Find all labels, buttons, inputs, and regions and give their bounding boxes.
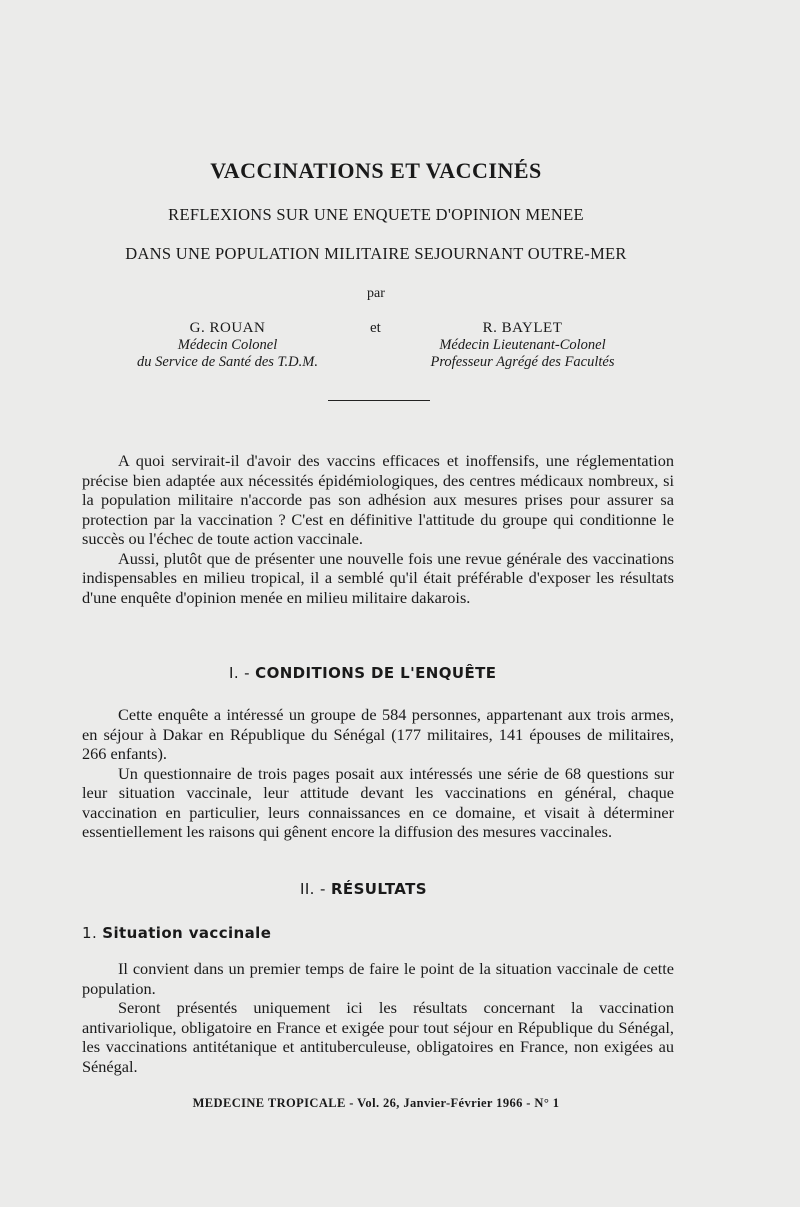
paragraph: Aussi, plutôt que de présenter une nouvelle fois une revue générale des vaccinations indispensables en milieu tropical, il a semblé qu'il était préférable d'exposer les résultats d'une enquête d'opinion menée en milieu militaire dakarois. bbox=[82, 548, 674, 607]
journal-footer: MEDECINE TROPICALE - Vol. 26, Janvier-Février 1966 - N° 1 bbox=[192, 1096, 560, 1110]
section-conditions-body bbox=[82, 705, 674, 842]
section-title: CONDITIONS DE L'ENQUÊTE bbox=[255, 664, 497, 682]
paragraph: Un questionnaire de trois pages posait aux intéressés une série de 68 questions sur leur situation vaccinale, leur attitude devant les vaccinations en général, chaque vaccination en particulier, leurs connaissances en ce domaine, et visait à déterminer essentiellement les raisons qui gênent encore la diffusion des mesures vaccinales. bbox=[82, 763, 674, 841]
author-affiliation: Professeur Agrégé des Facultés bbox=[430, 354, 615, 370]
paragraph: Il convient dans un premier temps de faire le point de la situation vaccinale de cette population. bbox=[82, 959, 674, 998]
subsection-situation-body bbox=[82, 959, 674, 1076]
section-heading-conditions bbox=[229, 664, 496, 682]
article-title: VACCINATIONS ET VACCINÉS bbox=[210, 158, 542, 183]
author-name: G. ROUAN bbox=[189, 320, 266, 336]
subsection-number: 1. bbox=[82, 924, 98, 942]
author-role: Médecin Colonel bbox=[177, 337, 278, 353]
article-subtitle-line-1: REFLEXIONS SUR UNE ENQUETE D'OPINION MENEE bbox=[168, 205, 584, 224]
section-number: II. - bbox=[300, 880, 326, 898]
article-subtitle-line-2: DANS UNE POPULATION MILITAIRE SEJOURNANT OUTRE-MER bbox=[125, 244, 627, 263]
subsection-heading-situation bbox=[82, 924, 271, 942]
author-affiliation: du Service de Santé des T.D.M. bbox=[137, 354, 318, 370]
byline-par: par bbox=[367, 286, 385, 301]
introduction bbox=[82, 451, 674, 607]
section-number: I. - bbox=[229, 664, 250, 682]
paragraph: Seront présentés uniquement ici les résultats concernant la vaccination antivariolique, obligatoire en France et exigée pour tout séjour en République du Sénégal, les vaccinations antitétanique et antituberculeuse, obligatoires en France, non exigées au Sénégal. bbox=[82, 998, 674, 1076]
author-block-rouan bbox=[115, 320, 340, 371]
section-title: RÉSULTATS bbox=[330, 880, 427, 898]
byline-conjunction: et bbox=[370, 320, 381, 336]
author-block-baylet bbox=[410, 320, 635, 371]
separator-rule bbox=[328, 400, 430, 401]
paragraph: Cette enquête a intéressé un groupe de 584 personnes, appartenant aux trois armes, en séjour à Dakar en République du Sénégal (177 militaires, 141 épouses de militaires, 266 enfants). bbox=[82, 705, 674, 763]
author-name: R. BAYLET bbox=[482, 320, 563, 336]
paragraph: A quoi servirait-il d'avoir des vaccins efficaces et inoffensifs, une réglementation précise bien adaptée aux nécessités épidémiologiques, des centres médicaux nombreux, si la population militaire n'accorde pas son adhésion aux mesures prises pour assurer sa protection par la vaccination ? C'est en définitive l'attitude du groupe qui conditionne le succès ou l'échec de toute action vaccinale. bbox=[82, 451, 674, 548]
section-heading-resultats bbox=[300, 880, 427, 898]
subsection-title: Situation vaccinale bbox=[102, 924, 272, 942]
author-role: Médecin Lieutenant-Colonel bbox=[439, 337, 606, 353]
